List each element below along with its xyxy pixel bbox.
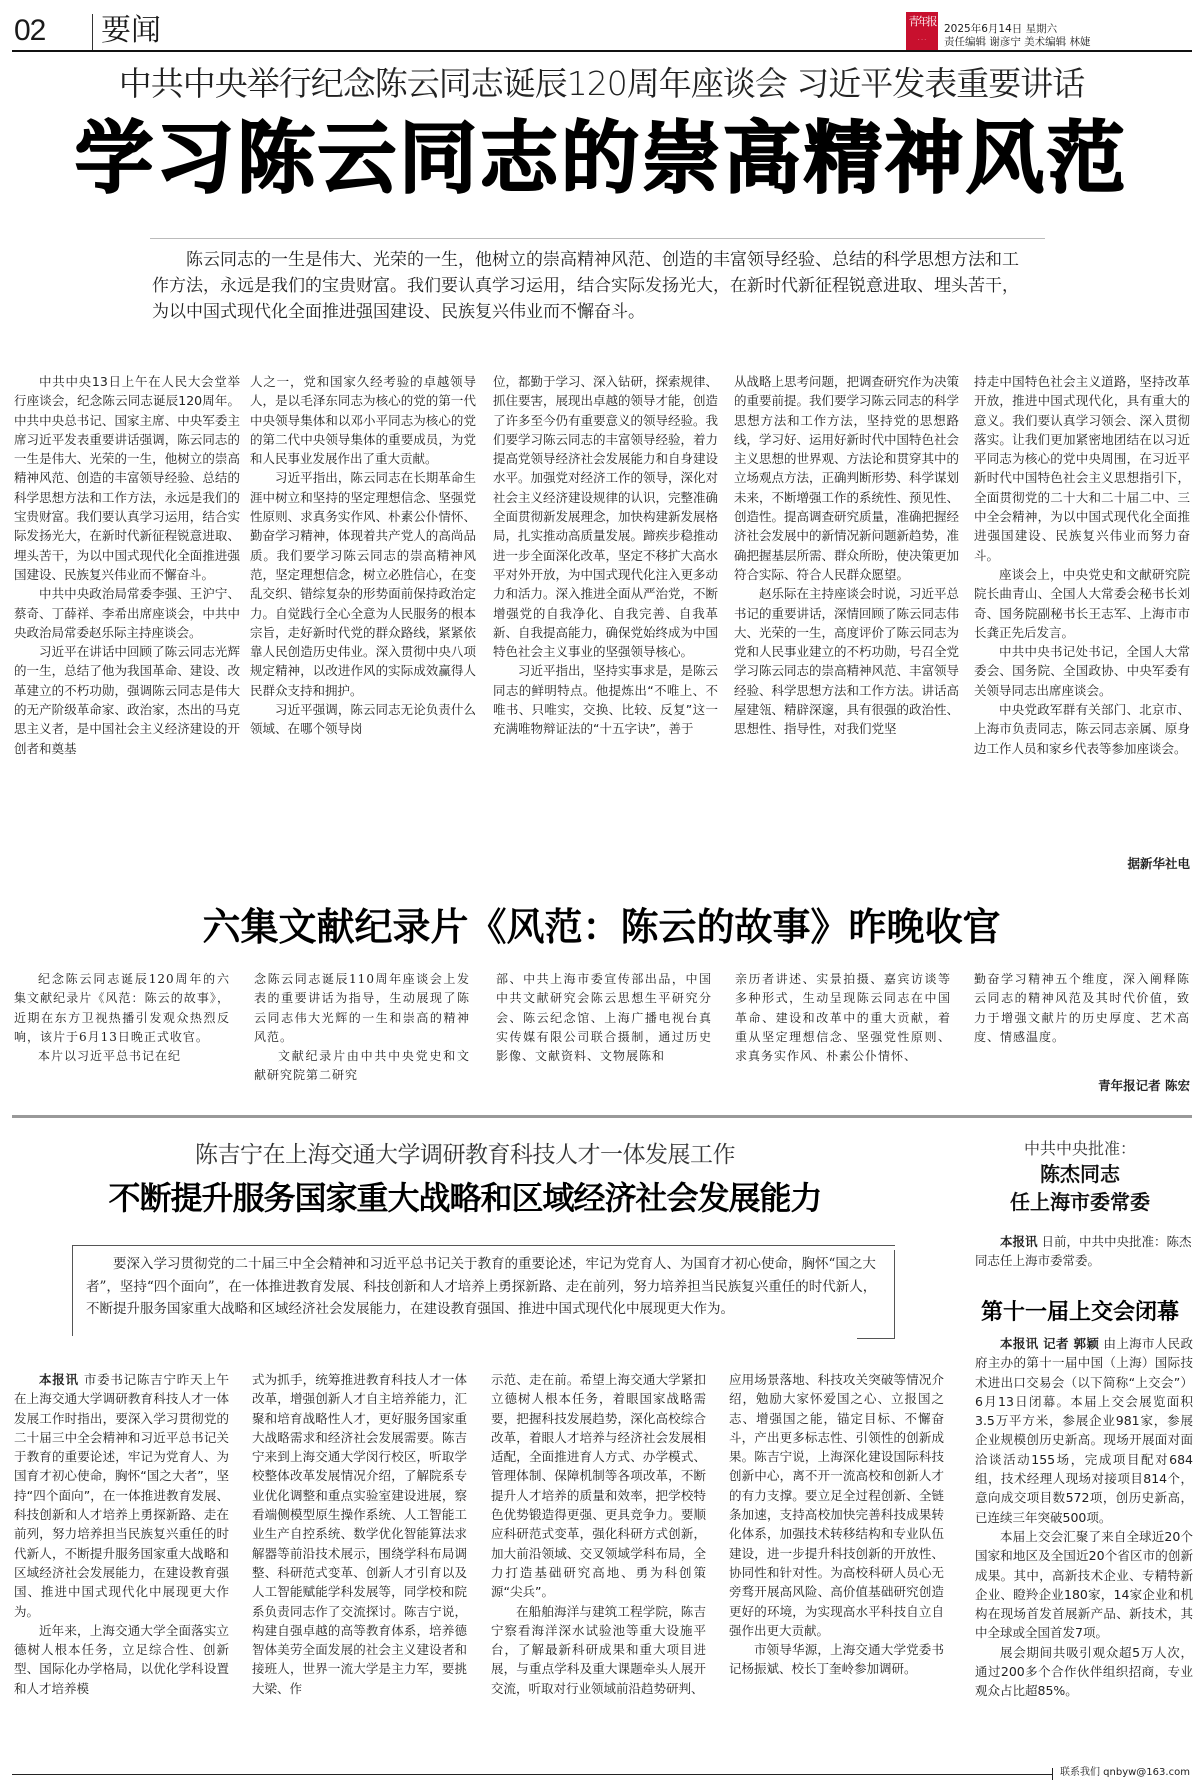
second-column	[735, 970, 951, 1100]
brief2-lead-label: 本报讯 记者 郭颖	[1000, 1336, 1100, 1351]
paragraph: 位，都勤于学习、深入钻研，探索规律、抓住要害，展现出卓越的领导才能，创造了许多至今仍有重要意义的领导经验。我们要学习陈云同志的丰富领导经验，着力提高党领导经济社会发展能力和自身建设水平。加强党对经济工作的领导，深化对社会主义经济建设规律的认识，完整准确全面贯彻新发展理念，加快构建新发展格局，扎实推动高质量发展。蹄疾步稳推动进一步全面深化改革，坚定不移扩大高水平对外开放，为中国式现代化注入更多动力和活力。深入推进全面从严治党，不断增强党的自我净化、自我完善、自我革新、自我提高能力，确保党始终成为中国特色社会主义事业的坚强领导核心。	[493, 374, 718, 660]
editors-line: 责任编辑 谢彦宁 美术编辑 林婕	[944, 36, 1091, 48]
masthead-rule	[12, 50, 1192, 52]
second-byline: 青年报记者 陈宏	[1098, 1078, 1190, 1093]
lead-column	[250, 372, 476, 872]
footer-tick	[1052, 1768, 1053, 1780]
brief1-headline-line1: 陈杰同志	[1040, 1162, 1120, 1186]
paragraph: 市领导华源，上海交通大学党委书记杨振斌、校长丁奎岭参加调研。	[729, 1642, 944, 1677]
paragraph: 持走中国特色社会主义道路，坚持改革开放，推进中国式现代化，具有重大的意义。我们要认真学习领会、深入贯彻落实。让我们更加紧密地团结在以习近平同志为核心的党中央周围，在习近平新时代中国特色社会主义思想指引下，全面贯彻党的二十大和二十届二中、三中全会精神，为以中国式现代化全面推进强国建设、民族复兴伟业而努力奋斗。	[974, 374, 1190, 563]
page-number: 02	[14, 14, 46, 47]
paragraph: 习近平指出，陈云同志在长期革命生涯中树立和坚持的坚定理想信念、坚强党性原则、求真务实作风、朴素公仆情怀、勤奋学习精神，体现着共产党人的高尚品质。我们要学习陈云同志的崇高精神风范，坚定理想信念，树立必胜信心，在变乱交织、错综复杂的形势面前保持政治定力。自觉践行全心全意为人民服务的根本宗旨，走好新时代党的群众路线，紧紧依靠人民创造历史伟业。深入贯彻中央八项规定精神，以改进作风的实际成效赢得人民群众支持和拥护。	[250, 470, 476, 698]
lead-label: 本报讯	[39, 1372, 84, 1387]
summary-rule	[150, 238, 1045, 239]
paragraph: 习近平指出，坚持实事求是，是陈云同志的鲜明特点。他提炼出“不唯上、不唯书、只唯实，交换、比较、反复”这一充满唯物辩证法的“十五字诀”，善于	[493, 663, 718, 737]
lead-column	[734, 372, 959, 872]
paragraph: 从战略上思考问题，把调查研究作为决策的重要前提。我们要学习陈云同志的科学思想方法和工作方法，坚持党的思想路线，学习好、运用好新时代中国特色社会主义思想的世界观、方法论和贯穿其中的立场观点方法，正确判断形势、科学谋划未来，不断增强工作的系统性、预见性、创造性。提高调查研究质量，准确把握经济社会发展中的新情况新问题新趋势，准确把握基层所需、群众所盼，使决策更加符合实际、符合人民群众愿望。	[734, 374, 959, 582]
lead-byline: 据新华社电	[1127, 856, 1190, 871]
lead-headline: 学习陈云同志的崇高精神风范	[74, 114, 1128, 204]
paragraph: 纪念陈云同志诞辰120周年的六集文献纪录片《风范：陈云的故事》，近期在东方卫视热播引发观众热烈反响，该片于6月13日晚正式收官。	[14, 972, 230, 1044]
logo-text: 青年报	[908, 15, 936, 28]
brief1-lead-label: 本报讯	[1000, 1234, 1038, 1249]
third-kicker: 陈吉宁在上海交通大学调研教育科技人才一体发展工作	[195, 1142, 735, 1168]
paragraph: 习近平强调，陈云同志无论负责什么领域、在哪个领导岗	[250, 702, 476, 737]
paragraph: 习近平在讲话中回顾了陈云同志光辉的一生，总结了他为我国革命、建设、改革建立的不朽功勋，强调陈云同志是伟大的无产阶级革命家、政治家，杰出的马克思主义者，是中国社会主义经济建设的开创者和奠基	[14, 644, 240, 756]
second-headline: 六集文献纪录片《风范：陈云的故事》昨晚收官	[202, 904, 1001, 949]
paragraph: 式为抓手，统筹推进教育科技人才一体改革，增强创新人才自主培养能力，汇聚和培育战略性人才，更好服务国家重大战略需求和经济社会发展需要。陈吉宁来到上海交通大学闵行校区，听取学校整体改革发展情况介绍，了解院系专业优化调整和重点实验室建设进展，察看端侧模型原生操作系统、人工智能工业生产自控系统、数学优化智能算法求解器等前沿技术展示，围绕学科布局调整、科研范式变革、创新人才引育以及人工智能赋能学科发展等，同学校和院系负责同志作了交流探讨。陈吉宁说，构建自强卓越的高等教育体系，培养德智体美劳全面发展的社会主义建设者和接班人，世界一流大学是主力军，要挑大梁、作	[252, 1372, 467, 1696]
paragraph: 本报讯 市委书记陈吉宁昨天上午在上海交通大学调研教育科技人才一体发展工作时指出，要深入学习贯彻党的二十届三中全会精神和习近平总书记关于教育的重要论述，牢记为党育人、为国育才初心使命，胸怀“国之大者”，坚持“四个面向”，在一体推进教育发展、科技创新和人才培养上勇探新路、走在前列，努力培养担当民族复兴重任的时代新人，不断提升服务国家重大战略和区域经济社会发展能力，在建设教育强国、推进中国式现代化中展现更大作为。	[14, 1372, 229, 1619]
third-column	[14, 1370, 229, 1765]
paragraph: 部、中共上海市委宣传部出品，中国中共文献研究会陈云思想生平研究分会、陈云纪念馆、上海广播电视台真实传媒有限公司联合摄制，通过历史影像、文献资料、文物展陈和	[496, 972, 712, 1064]
second-column	[974, 970, 1190, 1070]
paragraph: 座谈会上，中央党史和文献研究院院长曲青山、全国人大常委会秘书长刘奇、国务院副秘书长王志军、上海市市长龚正先后发言。	[974, 566, 1190, 640]
paragraph: 念陈云同志诞辰110周年座谈会上发表的重要讲话为指导，生动展现了陈云同志伟大光辉的一生和崇高的精神风范。	[254, 972, 470, 1044]
third-column	[491, 1370, 706, 1765]
second-column	[496, 970, 712, 1100]
brief1-headline-line2: 任上海市委常委	[1010, 1190, 1150, 1214]
section-rule	[12, 1115, 1192, 1118]
issue-date: 2025年6月14日 星期六	[944, 23, 1058, 35]
lead-column	[14, 372, 240, 872]
lead-column	[974, 372, 1190, 872]
brief2-body	[975, 1334, 1193, 1701]
brief1-text	[975, 1232, 1193, 1271]
paragraph: 近年来，上海交通大学全面落实立德树人根本任务，立足综合性、创新型、国际化办学格局，以优化学科设置和人才培养模	[14, 1622, 229, 1696]
paragraph: 在船舶海洋与建筑工程学院，陈吉宁察看海洋深水试验池等重大设施平台，了解最新科研成果和重大项目进展，与重点学科及重大课题牵头人展开交流，听取对行业领域前沿趋势研判、	[491, 1603, 706, 1696]
newspaper-logo	[906, 12, 938, 50]
contact-email[interactable]: 联系我们 qnbyw@163.com	[1060, 1767, 1190, 1778]
paragraph: 示范、走在前。希望上海交通大学紧扣立德树人根本任务，着眼国家战略需要，把握科技发展趋势，深化高校综合改革，着眼人才培养与经济社会发展相适配，全面推进育人方式、办学模式、管理体制、保障机制等各项改革，不断提升人才培养的质量和效率，把学校特色优势锻造得更强、更具竞争力。要顺应科研范式变革，强化科研方式创新，加大前沿领域、交叉领域学科布局，全力打造基础研究高地、勇为科创策源“尖兵”。	[491, 1372, 706, 1600]
lead-kicker: 中共中央举行纪念陈云同志诞辰120周年座谈会 习近平发表重要讲话	[118, 64, 1085, 103]
paragraph: 赵乐际在主持座谈会时说，习近平总书记的重要讲话，深情回顾了陈云同志伟大、光荣的一生，高度评价了陈云同志为党和人民事业建立的不朽功勋，号召全党学习陈云同志的崇高精神风范、丰富领导经验、科学思想方法和工作方法。讲话高屋建瓴、精辟深邃，具有很强的政治性、思想性、指导性，对我们党坚	[734, 586, 959, 737]
paragraph: 人之一，党和国家久经考验的卓越领导人，是以毛泽东同志为核心的党的第一代中央领导集体和以邓小平同志为核心的党的第二代中央领导集体的重要成员，为党和人民事业发展作出了重大贡献。	[250, 374, 476, 467]
third-headline: 不断提升服务国家重大战略和区域经济社会发展能力	[108, 1179, 822, 1217]
brief2-paragraph: 展会期间共吸引观众超5万人次，通过200多个合作伙伴组织招商，专业观众占比超85%。	[975, 1644, 1193, 1699]
paragraph: 亲历者讲述、实景拍摄、嘉宾访谈等多种形式，生动呈现陈云同志在中国革命、建设和改革中的重大贡献，着重从坚定理想信念、坚强党性原则、求真务实作风、朴素公仆情怀、	[735, 972, 951, 1064]
paragraph: 中央党政军群有关部门、北京市、上海市负责同志，陈云同志亲属、原身边工作人员和家乡代表等参加座谈会。	[974, 702, 1190, 756]
section-name: 要闻	[101, 13, 161, 48]
logo-subtext: · · ·	[918, 37, 926, 43]
paragraph: 中共中央书记处书记，全国人大常委会、国务院、全国政协、中央军委有关领导同志出席座谈会。	[974, 644, 1190, 698]
footer-rule	[12, 1774, 1052, 1775]
third-column	[729, 1370, 944, 1765]
brief2-paragraph: 本报讯 记者 郭颖 由上海市人民政府主办的第十一届中国（上海）国际技术进出口交易会（以下简称“上交会”）6月13日闭幕。本届上交会展览面积3.5万平方米，参展企业981家，参展企业规模创历史新高。现场开展面对面洽谈活动155场，完成项目配对684组，技术经理人现场对接项目814个，意向成交项目数572项，创历史新高，已连续三年突破500项。	[975, 1336, 1193, 1525]
second-column	[14, 970, 230, 1100]
lead-summary: 陈云同志的一生是伟大、光荣的一生，他树立的崇高精神风范、创造的丰富领导经验、总结的科学思想方法和工作方法，永远是我们的宝贵财富。我们要认真学习运用，结合实际发扬光大，在新时代新征程锐意进取、埋头苦干，为以中国式现代化全面推进强国建设、民族复兴伟业而不懈奋斗。	[152, 250, 1019, 322]
section-divider	[92, 14, 93, 50]
third-summary: 要深入学习贯彻党的二十届三中全会精神和习近平总书记关于教育的重要论述，牢记为党育人、为国育才初心使命，胸怀“国之大者”，坚持“四个面向”，在一体推进教育发展、科技创新和人才培养上勇探新路、走在前列，努力培养担当民族复兴重任的时代新人，不断提升服务国家重大战略和区域经济社会发展能力，在建设教育强国、推进中国式现代化中展现更大作为。	[86, 1256, 877, 1317]
brief2-paragraph: 本届上交会汇聚了来自全球近20个国家和地区及全国近20个省区市的创新成果。其中，高新技术企业、专精特新企业、瞪羚企业180家，14家企业和机构在现场首发首展新产品、新技术，其中全球或全国首发7项。	[975, 1528, 1193, 1641]
paragraph: 应用场景落地、科技攻关突破等情况介绍，勉励大家怀爱国之心、立报国之志、增强国之能，锚定目标、不懈奋斗，产出更多标志性、引领性的创新成果。陈吉宁说，上海深化建设国际科技创新中心，离不开一流高校和创新人才的有力支撑。要立足全过程创新、全链条加速，支持高校加快完善科技成果转化体系，加强技术转移结构和专业队伍建设，进一步提升科技创新的开放性、协同性和针对性。为高校科研人员心无旁骛开展高风险、高价值基础研究创造更好的环境，为实现高水平科技自立自强作出更大贡献。	[729, 1372, 944, 1638]
lead-column	[493, 372, 718, 872]
third-column	[252, 1370, 467, 1765]
paragraph: 本片以习近平总书记在纪	[38, 1049, 182, 1064]
brief1-kicker: 中共中央批准：	[1023, 1139, 1136, 1158]
brief2-headline: 第十一届上交会闭幕	[980, 1300, 1179, 1325]
paragraph: 中共中央13日上午在人民大会堂举行座谈会，纪念陈云同志诞辰120周年。中共中央总书记、国家主席、中央军委主席习近平发表重要讲话强调，陈云同志的一生是伟大、光荣的一生，他树立的崇高精神风范、创造的丰富领导经验、总结的科学思想方法和工作方法，永远是我们的宝贵财富。我们要认真学习运用，结合实际发扬光大，在新时代新征程锐意进取、埋头苦干，为以中国式现代化全面推进强国建设、民族复兴伟业而不懈奋斗。	[14, 374, 240, 582]
issue-info	[944, 23, 1091, 49]
paragraph: 勤奋学习精神五个维度，深入阐释陈云同志的精神风范及其时代价值，致力于增强文献片的历史厚度、艺术高度、情感温度。	[974, 972, 1190, 1044]
second-column	[254, 970, 470, 1100]
brief1-body: 日前，中共中央批准：陈杰同志任上海市委常委。	[975, 1234, 1192, 1269]
paragraph: 文献纪录片由中共中央党史和文献研究院第二研究	[254, 1049, 470, 1083]
brief1-headline	[965, 1160, 1195, 1216]
paragraph: 中共中央政治局常委李强、王沪宁、蔡奇、丁薛祥、李希出席座谈会，中共中央政治局常委赵乐际主持座谈会。	[14, 586, 240, 640]
